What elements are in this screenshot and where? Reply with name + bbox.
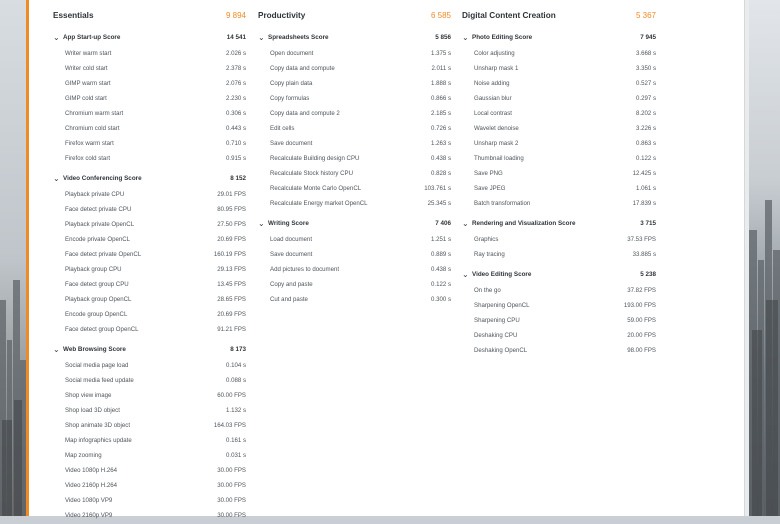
list-item — [258, 47, 451, 62]
item-label: Video 1080p H.264 — [65, 467, 118, 474]
item-value: 60.00 FPS — [217, 392, 246, 399]
chevron-down-icon[interactable]: ⌄ — [258, 219, 265, 228]
list-item — [258, 233, 451, 248]
list-item — [462, 122, 656, 137]
group-score: 7 406 — [435, 220, 451, 227]
item-label: Wavelet denoise — [474, 125, 519, 132]
category-header — [53, 8, 246, 28]
item-label: Graphics — [474, 236, 499, 243]
item-label: Ray tracing — [474, 251, 505, 258]
list-item — [53, 248, 246, 263]
item-value: 1.132 s — [226, 407, 246, 414]
item-value: 37.82 FPS — [627, 287, 656, 294]
group-header-spreadsheets[interactable] — [258, 32, 451, 47]
item-value: 80.95 FPS — [217, 206, 246, 213]
group-score: 8 152 — [230, 175, 246, 182]
group-score: 14 541 — [226, 34, 246, 41]
item-value: 0.915 s — [226, 155, 246, 162]
item-value: 59.00 FPS — [627, 317, 656, 324]
item-label: Save document — [270, 251, 313, 258]
item-label: Unsharp mask 2 — [474, 140, 519, 147]
item-label: Add pictures to document — [270, 266, 340, 273]
list-item — [53, 62, 246, 77]
item-value: 0.710 s — [226, 140, 246, 147]
item-value: 0.828 s — [431, 170, 451, 177]
item-value: 0.297 s — [636, 95, 656, 102]
category-title: Digital Content Creation — [462, 11, 556, 20]
item-label: Video 2160p VP9 — [65, 512, 113, 519]
list-item — [53, 374, 246, 389]
item-label: Copy and paste — [270, 281, 313, 288]
list-item — [462, 314, 656, 329]
column-digital-content-creation — [462, 0, 656, 359]
list-item — [462, 77, 656, 92]
list-item — [462, 329, 656, 344]
group-score: 5 238 — [640, 271, 656, 278]
item-label: Writer cold start — [65, 65, 108, 72]
item-value: 2.230 s — [226, 95, 246, 102]
list-item — [53, 233, 246, 248]
group-score: 5 856 — [435, 34, 451, 41]
list-item — [53, 494, 246, 509]
list-item — [53, 92, 246, 107]
chevron-down-icon[interactable]: ⌄ — [462, 33, 469, 42]
list-item — [53, 47, 246, 62]
item-label: Save PNG — [474, 170, 503, 177]
item-value: 1.061 s — [636, 185, 656, 192]
list-item — [258, 167, 451, 182]
item-label: Video 2160p H.264 — [65, 482, 118, 489]
list-item — [462, 62, 656, 77]
list-item — [258, 62, 451, 77]
item-label: Shop load 3D object — [65, 407, 120, 414]
group-score: 3 715 — [640, 220, 656, 227]
group-header-photo-editing[interactable] — [462, 32, 656, 47]
group-score: 7 945 — [640, 34, 656, 41]
list-item — [53, 389, 246, 404]
list-item — [258, 263, 451, 278]
item-value: 25.345 s — [427, 200, 451, 207]
group-title: Photo Editing Score — [472, 34, 533, 41]
list-item — [462, 182, 656, 197]
item-value: 30.00 FPS — [217, 497, 246, 504]
list-item — [53, 122, 246, 137]
item-value: 2.026 s — [226, 50, 246, 57]
category-title: Essentials — [53, 11, 94, 20]
list-item — [53, 218, 246, 233]
group-header-web-browsing[interactable] — [53, 344, 246, 359]
group-header-video-editing[interactable] — [462, 269, 656, 284]
item-label: Sharpening CPU — [474, 317, 520, 324]
item-label: Local contrast — [474, 110, 512, 117]
list-item — [462, 152, 656, 167]
item-value: 12.425 s — [632, 170, 656, 177]
group-title: App Start-up Score — [63, 34, 121, 41]
group-title: Video Conferencing Score — [63, 175, 142, 182]
item-value: 17.839 s — [632, 200, 656, 207]
list-item — [258, 152, 451, 167]
list-item — [258, 248, 451, 263]
list-item — [462, 167, 656, 182]
list-item — [53, 152, 246, 167]
chevron-down-icon[interactable]: ⌄ — [53, 345, 60, 354]
item-value: 3.350 s — [636, 65, 656, 72]
item-value: 0.300 s — [431, 296, 451, 303]
item-value: 30.00 FPS — [217, 467, 246, 474]
item-label: Video 1080p VP9 — [65, 497, 113, 504]
list-item — [53, 449, 246, 464]
item-label: Social media feed update — [65, 377, 134, 384]
list-item — [53, 323, 246, 338]
item-label: Recalculate Building design CPU — [270, 155, 360, 162]
list-item — [462, 137, 656, 152]
item-value: 91.21 FPS — [217, 326, 246, 333]
list-item — [258, 182, 451, 197]
group-score: 8 173 — [230, 346, 246, 353]
item-label: Encode private OpenCL — [65, 236, 131, 243]
item-label: Face detect private CPU — [65, 206, 132, 213]
item-value: 33.885 s — [632, 251, 656, 258]
list-item — [258, 122, 451, 137]
item-label: Copy plain data — [270, 80, 313, 87]
list-item — [462, 197, 656, 212]
item-label: Firefox cold start — [65, 155, 111, 162]
item-label: Map zooming — [65, 452, 102, 459]
item-label: Face detect private OpenCL — [65, 251, 142, 258]
item-value: 0.306 s — [226, 110, 246, 117]
item-label: Batch transformation — [474, 200, 531, 207]
item-label: Deshaking CPU — [474, 332, 518, 339]
item-label: GIMP cold start — [65, 95, 107, 102]
list-item — [462, 248, 656, 263]
list-item — [53, 293, 246, 308]
chevron-down-icon[interactable]: ⌄ — [258, 33, 265, 42]
item-value: 8.202 s — [636, 110, 656, 117]
item-value: 0.088 s — [226, 377, 246, 384]
list-item — [53, 419, 246, 434]
item-value: 30.00 FPS — [217, 482, 246, 489]
item-value: 30.00 FPS — [217, 512, 246, 519]
item-value: 20.69 FPS — [217, 311, 246, 318]
item-value: 0.438 s — [431, 155, 451, 162]
list-item — [53, 188, 246, 203]
item-label: Deshaking OpenCL — [474, 347, 528, 354]
item-label: Open document — [270, 50, 314, 57]
item-value: 3.226 s — [636, 125, 656, 132]
group-title: Writing Score — [268, 220, 309, 227]
list-item — [53, 77, 246, 92]
category-title: Productivity — [258, 11, 306, 20]
item-value: 2.378 s — [226, 65, 246, 72]
item-label: Thumbnail loading — [474, 155, 524, 162]
list-item — [53, 479, 246, 494]
item-value: 28.65 FPS — [217, 296, 246, 303]
list-item — [53, 137, 246, 152]
item-value: 1.888 s — [431, 80, 451, 87]
item-value: 3.668 s — [636, 50, 656, 57]
list-item — [462, 344, 656, 359]
item-label: Map infographics update — [65, 437, 132, 444]
item-label: Noise adding — [474, 80, 510, 87]
category-score: 6 585 — [430, 11, 451, 20]
item-value: 0.527 s — [636, 80, 656, 87]
item-value: 27.50 FPS — [217, 221, 246, 228]
item-label: Shop view image — [65, 392, 112, 399]
item-value: 0.104 s — [226, 362, 246, 369]
item-value: 29.13 FPS — [217, 266, 246, 273]
item-label: Cut and paste — [270, 296, 308, 303]
item-value: 2.076 s — [226, 80, 246, 87]
item-label: Save document — [270, 140, 313, 147]
group-header-rendering-visualization[interactable] — [462, 218, 656, 233]
list-item — [53, 509, 246, 524]
item-value: 0.122 s — [636, 155, 656, 162]
column-productivity — [258, 0, 451, 308]
list-item — [53, 263, 246, 278]
item-value: 0.889 s — [431, 251, 451, 258]
background-left — [0, 0, 26, 516]
group-header-writing[interactable] — [258, 218, 451, 233]
chevron-down-icon[interactable]: ⌄ — [462, 219, 469, 228]
item-label: Copy data and compute — [270, 65, 335, 72]
item-value: 2.011 s — [431, 65, 451, 72]
item-value: 0.863 s — [636, 140, 656, 147]
item-label: Chromium cold start — [65, 125, 120, 132]
category-score: 9 894 — [225, 11, 246, 20]
item-value: 37.53 FPS — [627, 236, 656, 243]
list-item — [258, 77, 451, 92]
item-value: 0.031 s — [226, 452, 246, 459]
list-item — [258, 197, 451, 212]
group-header-video-conferencing[interactable] — [53, 173, 246, 188]
group-header-app-startup[interactable] — [53, 32, 246, 47]
item-label: Gaussian blur — [474, 95, 512, 102]
item-value: 164.03 FPS — [213, 422, 246, 429]
item-label: Writer warm start — [65, 50, 112, 57]
item-label: Playback private OpenCL — [65, 221, 135, 228]
item-label: Encode group OpenCL — [65, 311, 128, 318]
item-label: Save JPEG — [474, 185, 506, 192]
item-value: 20.00 FPS — [627, 332, 656, 339]
item-label: Copy data and compute 2 — [270, 110, 340, 117]
item-value: 2.185 s — [431, 110, 451, 117]
item-value: 0.122 s — [431, 281, 451, 288]
item-label: Recalculate Monte Carlo OpenCL — [270, 185, 362, 192]
category-score: 5 367 — [635, 11, 656, 20]
list-item — [258, 293, 451, 308]
list-item — [53, 404, 246, 419]
list-item — [462, 284, 656, 299]
item-value: 103.761 s — [424, 185, 451, 192]
item-value: 0.161 s — [226, 437, 246, 444]
item-value: 13.45 FPS — [217, 281, 246, 288]
item-label: Playback private CPU — [65, 191, 125, 198]
item-value: 98.00 FPS — [627, 347, 656, 354]
item-value: 1.251 s — [431, 236, 451, 243]
chevron-down-icon[interactable]: ⌄ — [53, 174, 60, 183]
item-value: 29.01 FPS — [217, 191, 246, 198]
list-item — [258, 107, 451, 122]
item-label: Firefox warm start — [65, 140, 114, 147]
item-label: Playback group OpenCL — [65, 296, 132, 303]
list-item — [258, 92, 451, 107]
item-label: Shop animate 3D object — [65, 422, 131, 429]
item-value: 0.438 s — [431, 266, 451, 273]
item-label: Social media page load — [65, 362, 129, 369]
list-item — [462, 92, 656, 107]
item-value: 20.69 FPS — [217, 236, 246, 243]
list-item — [53, 359, 246, 374]
list-item — [53, 464, 246, 479]
list-item — [53, 107, 246, 122]
item-value: 193.00 FPS — [623, 302, 656, 309]
item-label: Face detect group OpenCL — [65, 326, 139, 333]
chevron-down-icon[interactable]: ⌄ — [462, 270, 469, 279]
item-label: Face detect group CPU — [65, 281, 129, 288]
item-value: 0.726 s — [431, 125, 451, 132]
group-title: Spreadsheets Score — [268, 34, 329, 41]
item-value: 0.443 s — [226, 125, 246, 132]
list-item — [53, 278, 246, 293]
group-title: Web Browsing Score — [63, 346, 126, 353]
item-label: Recalculate Stock history CPU — [270, 170, 353, 177]
item-value: 160.19 FPS — [213, 251, 246, 258]
background-right — [748, 0, 780, 516]
item-value: 1.375 s — [431, 50, 451, 57]
item-label: Chromium warm start — [65, 110, 124, 117]
list-item — [462, 107, 656, 122]
category-header — [258, 8, 451, 28]
item-value: 1.263 s — [431, 140, 451, 147]
item-label: On the go — [474, 287, 501, 294]
chevron-down-icon[interactable]: ⌄ — [53, 33, 60, 42]
list-item — [258, 278, 451, 293]
item-label: Copy formulas — [270, 95, 310, 102]
item-label: Recalculate Energy market OpenCL — [270, 200, 368, 207]
panel-scroll-edge[interactable] — [744, 0, 749, 516]
item-label: GIMP warm start — [65, 80, 111, 87]
item-label: Unsharp mask 1 — [474, 65, 519, 72]
item-label: Playback group CPU — [65, 266, 122, 273]
list-item — [53, 203, 246, 218]
group-title: Video Editing Score — [472, 271, 532, 278]
column-essentials — [53, 0, 246, 524]
list-item — [462, 47, 656, 62]
list-item — [53, 308, 246, 323]
group-title: Rendering and Visualization Score — [472, 220, 576, 227]
item-label: Edit cells — [270, 125, 295, 132]
item-label: Color adjusting — [474, 50, 515, 57]
item-label: Load document — [270, 236, 313, 243]
item-label: Sharpening OpenCL — [474, 302, 530, 309]
list-item — [258, 137, 451, 152]
category-header — [462, 8, 656, 28]
list-item — [462, 233, 656, 248]
list-item — [462, 299, 656, 314]
item-value: 0.866 s — [431, 95, 451, 102]
list-item — [53, 434, 246, 449]
